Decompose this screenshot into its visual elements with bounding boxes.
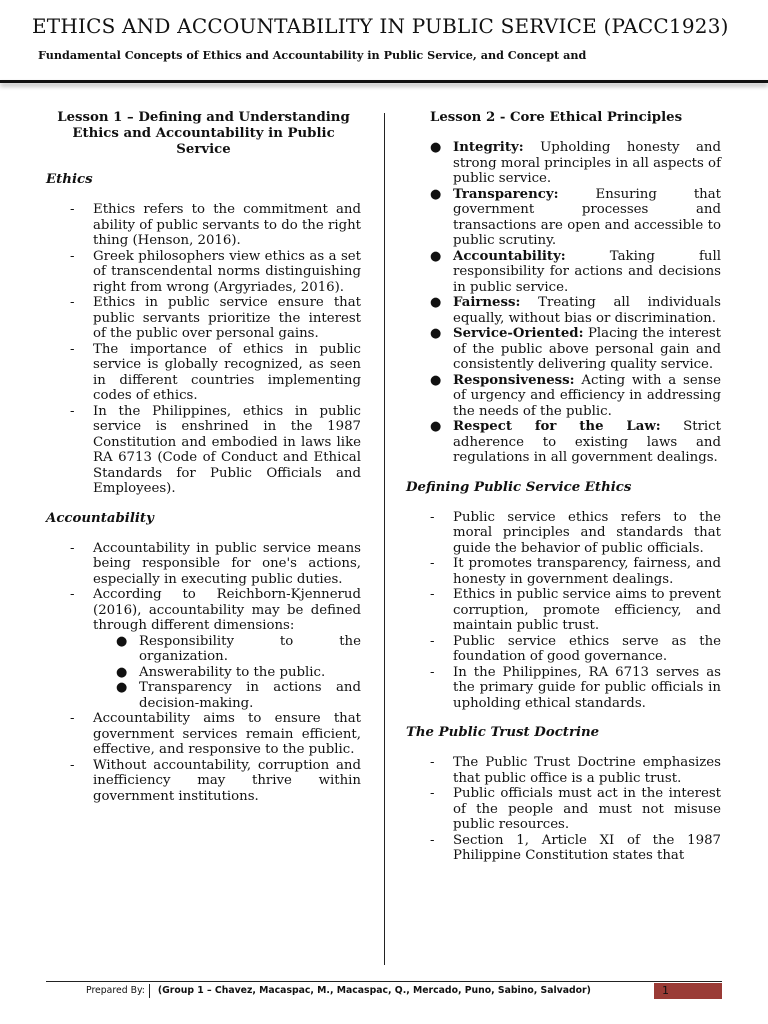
accountability-dimensions-list [46,634,361,712]
principle-item [406,140,721,187]
right-column [406,110,721,864]
principle-text: Treating all individuals equally, without bias or discrimination. [453,295,721,326]
group-members: (Group 1 – Chavez, Macaspac, M., Macaspac, Q., Mercado, Puno, Sabino, Salvador) [157,985,591,996]
list-item: - Without accountability, corruption and inefficiency may thrive within government institutions. [46,758,361,805]
list-item: - In the Philippines, RA 6713 serves as the primary guide for public officials in upholding ethical standards. [406,665,721,712]
list-item: - The importance of ethics in public service is globally recognized, as seen in different countries implementing codes of ethics. [46,342,361,404]
principle-text: Taking full responsibility for actions and decisions in public service. [453,248,721,295]
list-item: - Public service ethics refers to the moral principles and standards that guide the behavior of public officials. [406,510,721,557]
page-header [0,0,768,86]
column-divider [384,113,385,965]
list-item: - The Public Trust Doctrine emphasizes that public office is a public trust. [406,755,721,786]
principle-text: Upholding honesty and strong moral principles in all aspects of public service. [453,140,721,186]
principle-text: Acting with a sense of urgency and efficiency in addressing the needs of the public. [453,372,721,419]
principle-term: Integrity: [453,140,524,155]
page-footer [86,984,591,1000]
principle-term: Respect for the Law: [453,419,661,434]
principle-term: Transparency: [453,186,559,202]
list-item: - According to Reichborn-Kjennerud (2016), accountability may be defined through different dimensions: [46,587,361,634]
list-item: - It promotes transparency, fairness, and honesty in government dealings. [406,556,721,587]
sub-list-item: ● Answerability to the public. [46,665,361,681]
accountability-heading: Accountability [46,510,154,526]
ethics-heading: Ethics [46,172,93,187]
principle-item [406,326,721,373]
principle-text: Strict adherence to existing laws and regulations in all government dealings. [453,419,721,465]
principle-item [406,295,721,326]
left-column [46,110,361,804]
page-number: 1 [654,983,722,999]
principle-term: Accountability: [453,248,566,264]
principle-text: Placing the interest of the public above personal gain and consistently delivering quality service. [453,326,721,372]
ethics-list [46,202,361,497]
principle-item [406,373,721,420]
list-item: - Accountability aims to ensure that government services remain efficient, effective, and responsive to the public. [46,711,361,758]
sub-list-item: ● Transparency in actions and decision-making. [46,680,361,711]
principle-item [406,249,721,296]
list-item: - Greek philosophers view ethics as a set of transcendental norms distinguishing right from wrong (Argyriades, 2016). [46,249,361,296]
list-item: - Ethics in public service aims to prevent corruption, promote efficiency, and maintain public trust. [406,587,721,634]
prepared-by-label: Prepared By: [86,985,145,996]
header-divider [0,80,768,83]
lesson-1-title: Lesson 1 – Defining and Understanding Ethics and Accountability in Public Service [57,110,350,157]
public-trust-heading: The Public Trust Doctrine [406,725,600,740]
list-item: - Public officials must act in the interest of the people and must not misuse public resources. [406,786,721,833]
course-title: ETHICS AND ACCOUNTABILITY IN PUBLIC SERVICE (PACC1923) [32,14,729,38]
principle-term: Responsiveness: [453,372,575,388]
defining-ethics-heading: Defining Public Service Ethics [406,479,632,495]
course-subtitle: Fundamental Concepts of Ethics and Accountability in Public Service, and Concept and [38,48,587,62]
list-item: - Accountability in public service means being responsible for one's actions, especially in executing public duties. [46,541,361,588]
principles-list [406,140,721,466]
principle-term: Fairness: [453,295,521,310]
accountability-list [46,541,361,634]
defining-ethics-list [406,510,721,712]
footer-divider [46,981,722,982]
accountability-list-continued [46,711,361,804]
list-item: - In the Philippines, ethics in public service is enshrined in the 1987 Constitution and embodied in laws like RA 6713 (Code of Conduct and Ethical Standards for Public Officials and Employees). [46,404,361,497]
sub-list-item: ● Responsibility to the organization. [46,634,361,665]
lesson-2-title: Lesson 2 - Core Ethical Principles [430,110,683,125]
principle-item [406,419,721,466]
list-item: - Public service ethics serve as the foundation of good governance. [406,634,721,665]
principle-term: Service-Oriented: [453,326,584,341]
public-trust-list [406,755,721,864]
list-item: - Ethics refers to the commitment and ability of public servants to do the right thing (Henson, 2016). [46,202,361,249]
principle-text: Ensuring that government processes and transactions are open and accessible to public scrutiny. [453,186,721,248]
footer-separator [149,984,150,998]
principle-item [406,187,721,249]
list-item: - Ethics in public service ensure that public servants prioritize the interest of the public over personal gains. [46,295,361,342]
list-item: - Section 1, Article XI of the 1987 Philippine Constitution states that [406,833,721,864]
